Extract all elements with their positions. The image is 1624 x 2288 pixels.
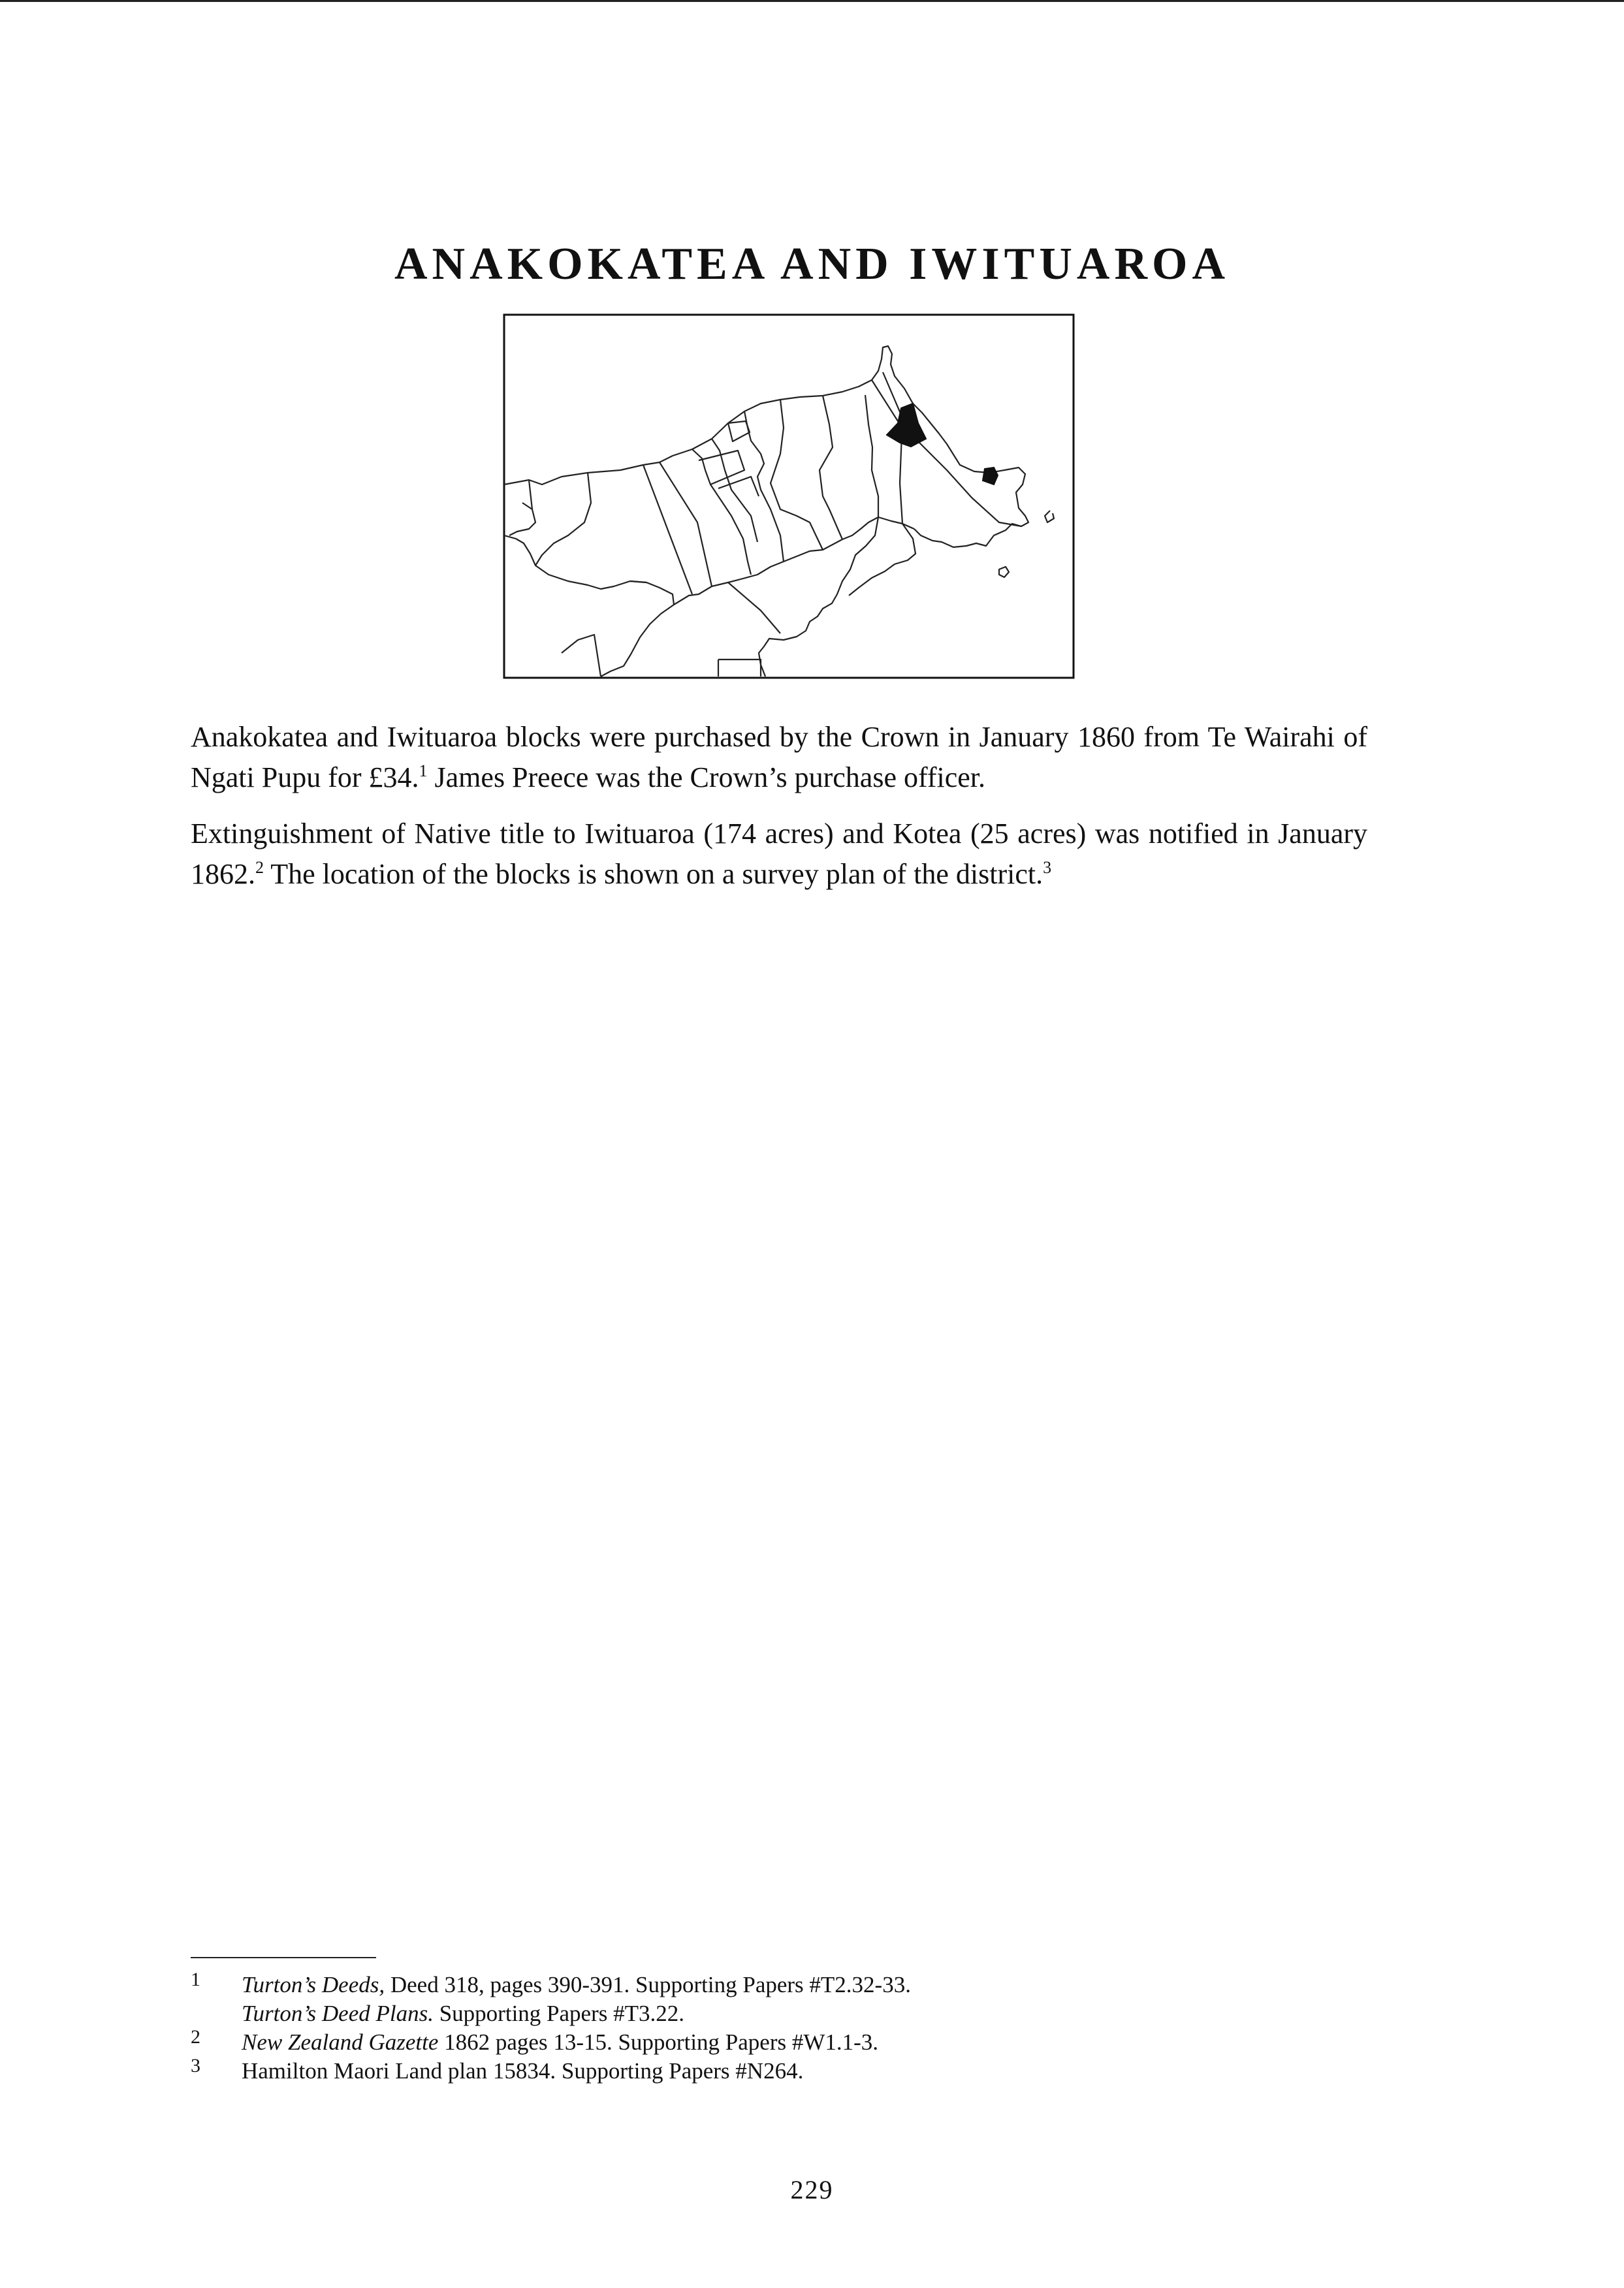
block-iwituaroa-shaded (983, 468, 998, 485)
block-boundary-15 (872, 380, 1021, 526)
block-boundary-14 (883, 372, 902, 524)
page-top-rule (0, 0, 1624, 2)
page-title: ANAKOKATEA AND IWITUAROA (394, 238, 1230, 289)
footnotes (191, 1971, 1366, 2086)
footnote-source-title: Turton’s Deed Plans. (242, 2001, 434, 2026)
block-boundary-5 (692, 449, 751, 575)
block-boundary-12 (820, 396, 842, 539)
page-number: 229 (790, 2175, 834, 2204)
block-boundary-19 (630, 581, 646, 582)
block-boundary-11 (771, 400, 823, 550)
footnote-ref-2[interactable]: 2 (255, 858, 264, 877)
map-frame (504, 315, 1074, 678)
island-east-1 (1045, 511, 1054, 522)
block-boundary-1 (529, 480, 532, 509)
footnote-number: 1 (191, 1969, 200, 1990)
footnote-number: 2 (191, 2026, 200, 2048)
block-boundary-10 (718, 477, 759, 496)
footnote-number: 3 (191, 2055, 200, 2076)
block-boundary-7 (744, 411, 784, 562)
footnote-ref-1[interactable]: 1 (419, 761, 428, 780)
footnote-text: 1862 pages 13-15. Supporting Papers #W1.1-3. (438, 2029, 879, 2055)
paragraph-1: Anakokatea and Iwituaroa blocks were purchased by the Crown in January 1860 from Te Wairahi of Ngati Pupu for £34.$^1$ James Preece was the Crown’s purchase officer. (191, 721, 1367, 793)
footnote-rule (191, 1957, 376, 1958)
footnote-1 (191, 1971, 1366, 2028)
block-boundary-8 (728, 421, 750, 441)
body-text (191, 717, 1367, 910)
block-boundary-3 (643, 465, 692, 594)
block-boundary-6 (712, 439, 757, 542)
footnote-source-title: Turton’s Deeds, (242, 1972, 385, 1997)
footnote-text: Deed 318, pages 390-391. Supporting Papers #T2.32-33. (385, 1972, 911, 1997)
coastline-west (504, 535, 674, 605)
block-boundary-13 (865, 395, 878, 517)
coastline-north (504, 346, 1028, 547)
footnote-3 (191, 2057, 1366, 2086)
footnote-ref-3[interactable]: 3 (1043, 858, 1052, 877)
locality-map (503, 313, 1075, 679)
block-boundary-18 (728, 582, 780, 633)
block-boundary-17 (849, 524, 915, 596)
block-boundary-20 (562, 635, 601, 676)
paragraph-2: Extinguishment of Native title to Iwituaroa (174 acres) and Kotea (25 acres) was notified in January 1862.$^2$ The location of the blocks is shown on a survey plan of the district.$^3$ (191, 818, 1367, 890)
footnote-text: Hamilton Maori Land plan 15834. Supporting Papers #N264. (242, 2058, 804, 2084)
block-boundary-4 (660, 462, 712, 586)
footnote-text: Supporting Papers #T3.22. (433, 2001, 684, 2026)
footnote-source-title: New Zealand Gazette (242, 2029, 439, 2055)
island-east-2 (999, 567, 1009, 577)
block-boundary-21 (718, 659, 761, 676)
footnote-2 (191, 2028, 1366, 2057)
block-boundary-2 (535, 473, 591, 565)
